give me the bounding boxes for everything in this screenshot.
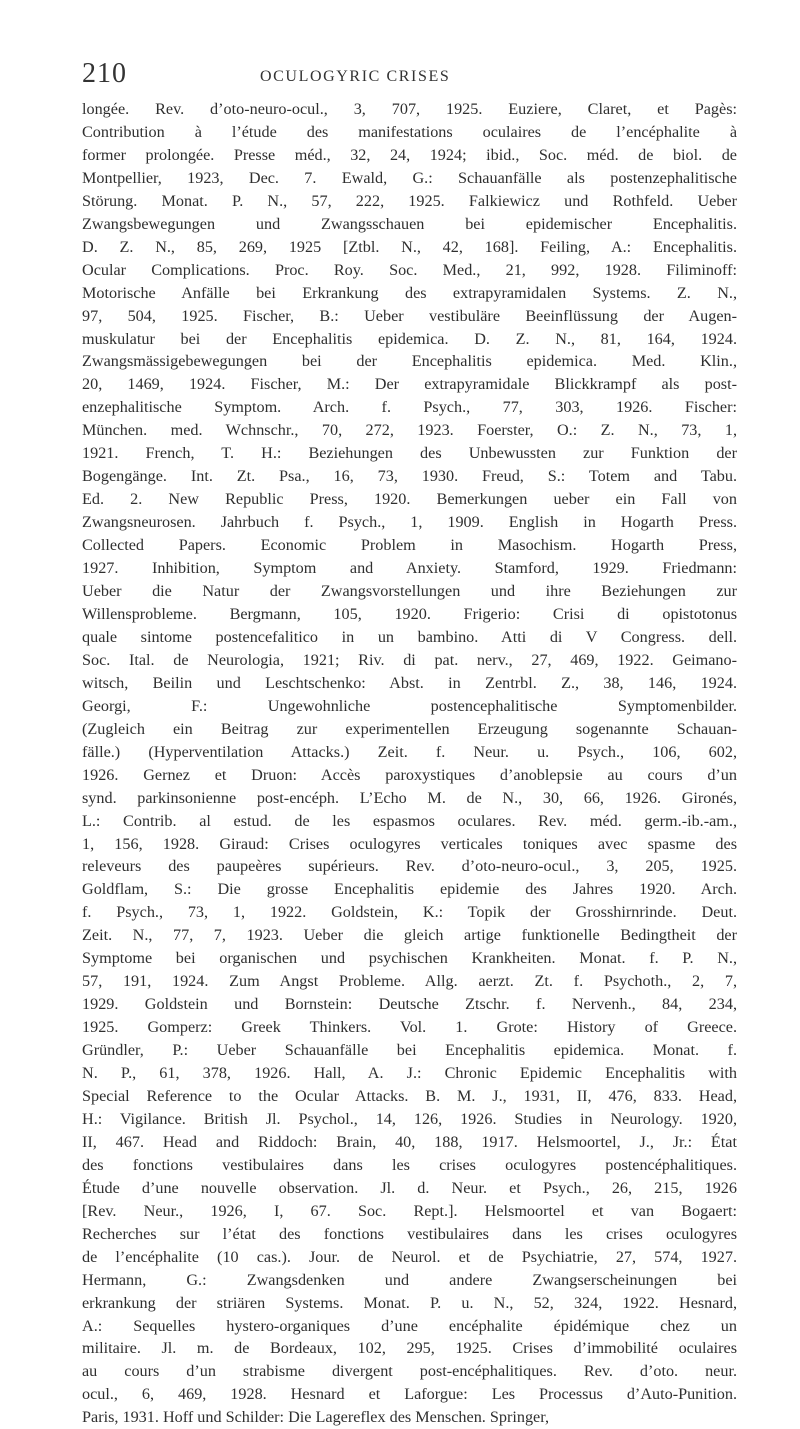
- text-line: enzephalitische Symptom. Arch. f. Psych., 77, 303, 1926. Fischer:: [82, 398, 737, 417]
- text-line: ocul., 6, 469, 1928. Hesnard et Laforgue: Les Processus d’Auto-Punition.: [82, 1385, 737, 1404]
- text-line: Zwangsbewegungen und Zwangsschauen bei epidemischer Encephalitis.: [82, 214, 737, 233]
- text-line: (Zugleich ein Beitrag zur experimentellen Erzeugung sogenannte Schauan-: [82, 719, 737, 738]
- text-line: Motorische Anfälle bei Erkrankung des extrapyramidalen Systems. Z. N.,: [82, 283, 737, 302]
- text-line: Collected Papers. Economic Problem in Masochism. Hogarth Press,: [82, 536, 737, 555]
- text-line: 1921. French, T. H.: Beziehungen des Unbewussten zur Funktion der: [82, 444, 737, 463]
- text-line: Gründler, P.: Ueber Schauanfälle bei Encephalitis epidemica. Monat. f.: [82, 1041, 737, 1060]
- text-line: A.: Sequelles hystero-organiques d’une encéphalite épidémique chez un: [82, 1316, 737, 1335]
- text-line: Ueber die Natur der Zwangsvorstellungen und ihre Beziehungen zur: [82, 582, 737, 601]
- text-line: Ed. 2. New Republic Press, 1920. Bemerkungen ueber ein Fall von: [82, 490, 737, 509]
- text-line: 1, 156, 1928. Giraud: Crises oculogyres verticales toniques avec spasme des: [82, 834, 737, 853]
- text-line: München. med. Wchnschr., 70, 272, 1923. Foerster, O.: Z. N., 73, 1,: [82, 421, 737, 440]
- text-line: H.: Vigilance. British Jl. Psychol., 14, 126, 1926. Studies in Neurology. 1920,: [82, 1109, 737, 1128]
- text-line: Bogengänge. Int. Zt. Psa., 16, 73, 1930. Freud, S.: Totem and Tabu.: [82, 467, 737, 486]
- text-line: Zeit. N., 77, 7, 1923. Ueber die gleich artige funktionelle Bedingtheit der: [82, 926, 737, 945]
- text-line: fälle.) (Hyperventilation Attacks.) Zeit. f. Neur. u. Psych., 106, 602,: [82, 742, 737, 761]
- text-line: 20, 1469, 1924. Fischer, M.: Der extrapyramidale Blickkrampf als post-: [82, 375, 737, 394]
- bibliography-text: [82, 98, 737, 1429]
- text-line: Montpellier, 1923, Dec. 7. Ewald, G.: Schauanfälle als postenzephalitische: [82, 168, 737, 187]
- text-line: N. P., 61, 378, 1926. Hall, A. J.: Chronic Epidemic Encephalitis with: [82, 1064, 737, 1083]
- text-line: Zwangsneurosen. Jahrbuch f. Psych., 1, 1909. English in Hogarth Press.: [82, 513, 737, 532]
- text-line: Ocular Complications. Proc. Roy. Soc. Med., 21, 992, 1928. Filiminoff:: [82, 260, 737, 279]
- text-line: Hermann, G.: Zwangsdenken und andere Zwangserscheinungen bei: [82, 1270, 737, 1289]
- running-title: OCULOGYRIC CRISES: [260, 68, 451, 85]
- text-line: 97, 504, 1925. Fischer, B.: Ueber vestibuläre Beeinflüssung der Augen-: [82, 306, 737, 325]
- text-line: de l’encéphalite (10 cas.). Jour. de Neurol. et de Psychiatrie, 27, 574, 1927.: [82, 1247, 737, 1266]
- text-line: des fonctions vestibulaires dans les crises oculogyres postencéphalitiques.: [82, 1155, 737, 1174]
- text-line: f. Psych., 73, 1, 1922. Goldstein, K.: Topik der Grosshirnrinde. Deut.: [82, 903, 737, 922]
- text-line: 1925. Gomperz: Greek Thinkers. Vol. 1. Grote: History of Greece.: [82, 1018, 737, 1037]
- text-line: Störung. Monat. P. N., 57, 222, 1925. Falkiewicz und Rothfeld. Ueber: [82, 191, 737, 210]
- text-line: 1927. Inhibition, Symptom and Anxiety. Stamford, 1929. Friedmann:: [82, 559, 737, 578]
- text-line: Georgi, F.: Ungewohnliche postencephalitische Symptomenbilder.: [82, 696, 737, 715]
- text-line: Willensprobleme. Bergmann, 105, 1920. Frigerio: Crisi di opistotonus: [82, 604, 737, 623]
- text-line: Contribution à l’étude des manifestations oculaires de l’encéphalite à: [82, 122, 737, 141]
- text-line: 57, 191, 1924. Zum Angst Probleme. Allg. aerzt. Zt. f. Psychoth., 2, 7,: [82, 972, 737, 991]
- text-line: synd. parkinsonienne post-encéph. L’Echo M. de N., 30, 66, 1926. Gironés,: [82, 788, 737, 807]
- text-line: witsch, Beilin und Leschtschenko: Abst. in Zentrbl. Z., 38, 146, 1924.: [82, 673, 737, 692]
- text-line: former prolongée. Presse méd., 32, 24, 1924; ibid., Soc. méd. de biol. de: [82, 145, 737, 164]
- text-line: muskulatur bei der Encephalitis epidemica. D. Z. N., 81, 164, 1924.: [82, 329, 737, 348]
- text-line: erkrankung der striären Systems. Monat. P. u. N., 52, 324, 1922. Hesnard,: [82, 1293, 737, 1312]
- text-line: 1926. Gernez et Druon: Accès paroxystiques d’anoblepsie au cours d’un: [82, 765, 737, 784]
- text-line: Symptome bei organischen und psychischen Krankheiten. Monat. f. P. N.,: [82, 949, 737, 968]
- text-line: Paris, 1931. Hoff und Schilder: Die Lagereflex des Menschen. Springer,: [82, 1408, 550, 1427]
- text-line: L.: Contrib. al estud. de les espasmos oculares. Rev. méd. germ.-ib.-am.,: [82, 811, 737, 830]
- text-line: II, 467. Head and Riddoch: Brain, 40, 188, 1917. Helsmoortel, J., Jr.: État: [82, 1132, 737, 1151]
- page-header: [82, 58, 732, 94]
- text-line: quale sintome postencefalitico in un bambino. Atti di V Congress. dell.: [82, 627, 737, 646]
- text-line: longée. Rev. d’oto-neuro-ocul., 3, 707, 1925. Euziere, Claret, et Pagès:: [82, 100, 737, 118]
- text-line: [Rev. Neur., 1926, I, 67. Soc. Rept.]. Helsmoortel et van Bogaert:: [82, 1201, 737, 1220]
- text-line: Soc. Ital. de Neurologia, 1921; Riv. di pat. nerv., 27, 469, 1922. Geimano-: [82, 650, 737, 669]
- text-line: D. Z. N., 85, 269, 1925 [Ztbl. N., 42, 168]. Feiling, A.: Encephalitis.: [82, 237, 737, 256]
- text-line: Étude d’une nouvelle observation. Jl. d. Neur. et Psych., 26, 215, 1926: [82, 1178, 737, 1197]
- text-line: au cours d’un strabisme divergent post-encéphalitiques. Rev. d’oto. neur.: [82, 1362, 737, 1381]
- text-line: Zwangsmässigebewegungen bei der Encephalitis epidemica. Med. Klin.,: [82, 352, 737, 371]
- text-line: 1929. Goldstein und Bornstein: Deutsche Ztschr. f. Nervenh., 84, 234,: [82, 995, 737, 1014]
- text-line: militaire. Jl. m. de Bordeaux, 102, 295, 1925. Crises d’immobilité oculaires: [82, 1339, 737, 1358]
- text-line: Special Reference to the Ocular Attacks. B. M. J., 1931, II, 476, 833. Head,: [82, 1086, 737, 1105]
- text-line: releveurs des paupeères supérieurs. Rev. d’oto-neuro-ocul., 3, 205, 1925.: [82, 857, 737, 876]
- page-number: 210: [82, 58, 127, 89]
- text-line: Recherches sur l’état des fonctions vestibulaires dans les crises oculogyres: [82, 1224, 737, 1243]
- text-line: Goldflam, S.: Die grosse Encephalitis epidemie des Jahres 1920. Arch.: [82, 880, 737, 899]
